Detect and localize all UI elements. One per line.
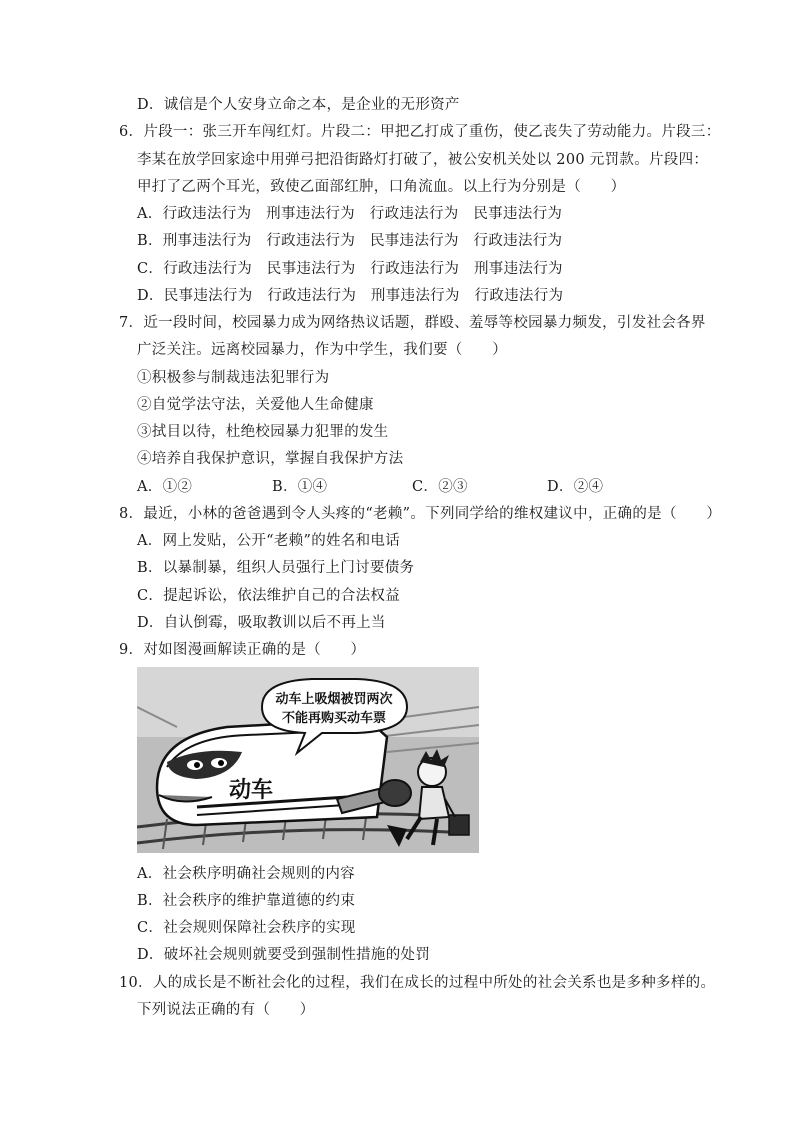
- train-cartoon: [137, 667, 479, 853]
- q6-stem-line2: 李某在放学回家途中用弹弓把沿街路灯打破了，被公安机关处以 200 元罚款。片段四：: [137, 152, 709, 168]
- q6-option-d: D．民事违法行为 行政违法行为 刑事违法行为 行政违法行为: [137, 288, 564, 304]
- q8-option-d: D．自认倒霉，吸取教训以后不再上当: [137, 615, 386, 631]
- q7-option-c: C．②③: [412, 479, 468, 495]
- q8-stem: 8．最近，小林的爸爸遇到令人头疼的“老赖”。下列同学给的维权建议中，正确的是（ ）: [119, 506, 722, 522]
- q7-item-1: ①积极参与制裁违法犯罪行为: [137, 370, 330, 386]
- q7-option-a: A．①②: [137, 479, 193, 495]
- q8-option-c: C．提起诉讼，依法维护自己的合法权益: [137, 588, 400, 604]
- q8-option-a: A．网上发贴，公开“老赖”的姓名和电话: [137, 533, 400, 549]
- q8-option-b: B．以暴制暴，组织人员强行上门讨要债务: [137, 560, 415, 576]
- q10-stem-line1: 10．人的成长是不断社会化的过程，我们在成长的过程中所处的社会关系也是多种多样的。: [119, 975, 716, 991]
- q10-stem-line2: 下列说法正确的有（ ）: [137, 1002, 315, 1018]
- speech-bubble-line2: 不能再购买动车票: [281, 711, 387, 726]
- q7-stem-line1: 7．近一段时间，校园暴力成为网络热议话题，群殴、羞辱等校园暴力频发，引发社会各界: [119, 315, 706, 331]
- q9-option-d: D．破坏社会规则就要受到强制性措施的处罚: [137, 947, 431, 963]
- q6-stem-line1: 6．片段一：张三开车闯红灯。片段二：甲把乙打成了重伤，使乙丧失了劳动能力。片段三：: [119, 124, 721, 140]
- q6-option-a: A．行政违法行为 刑事违法行为 行政违法行为 民事违法行为: [137, 206, 563, 222]
- q6-stem-line3: 甲打了乙两个耳光，致使乙面部红肿，口角流血。以上行为分别是（ ）: [137, 179, 626, 195]
- q9-option-a: A．社会秩序明确社会规则的内容: [137, 866, 355, 882]
- q5-option-d: D．诚信是个人安身立命之本，是企业的无形资产: [137, 97, 460, 113]
- q7-item-4: ④培养自我保护意识，掌握自我保护方法: [137, 451, 404, 467]
- q7-item-2: ②自觉学法守法，关爱他人生命健康: [137, 397, 374, 413]
- train-label: 动车: [229, 778, 274, 803]
- q7-option-d: D．②④: [547, 479, 604, 495]
- speech-bubble-line1: 动车上吸烟被罚两次: [275, 692, 393, 707]
- q7-stem-line2: 广泛关注。远离校园暴力，作为中学生，我们要（ ）: [137, 342, 507, 358]
- q7-item-3: ③拭目以待，杜绝校园暴力犯罪的发生: [137, 424, 389, 440]
- q9-stem: 9．对如图漫画解读正确的是（ ）: [119, 642, 366, 658]
- q7-option-b: B．①④: [272, 479, 328, 495]
- q9-option-c: C．社会规则保障社会秩序的实现: [137, 920, 356, 936]
- q9-option-b: B．社会秩序的维护靠道德的约束: [137, 893, 356, 909]
- q6-option-c: C．行政违法行为 民事违法行为 行政违法行为 刑事违法行为: [137, 261, 563, 277]
- q6-option-b: B．刑事违法行为 行政违法行为 民事违法行为 行政违法行为: [137, 233, 563, 249]
